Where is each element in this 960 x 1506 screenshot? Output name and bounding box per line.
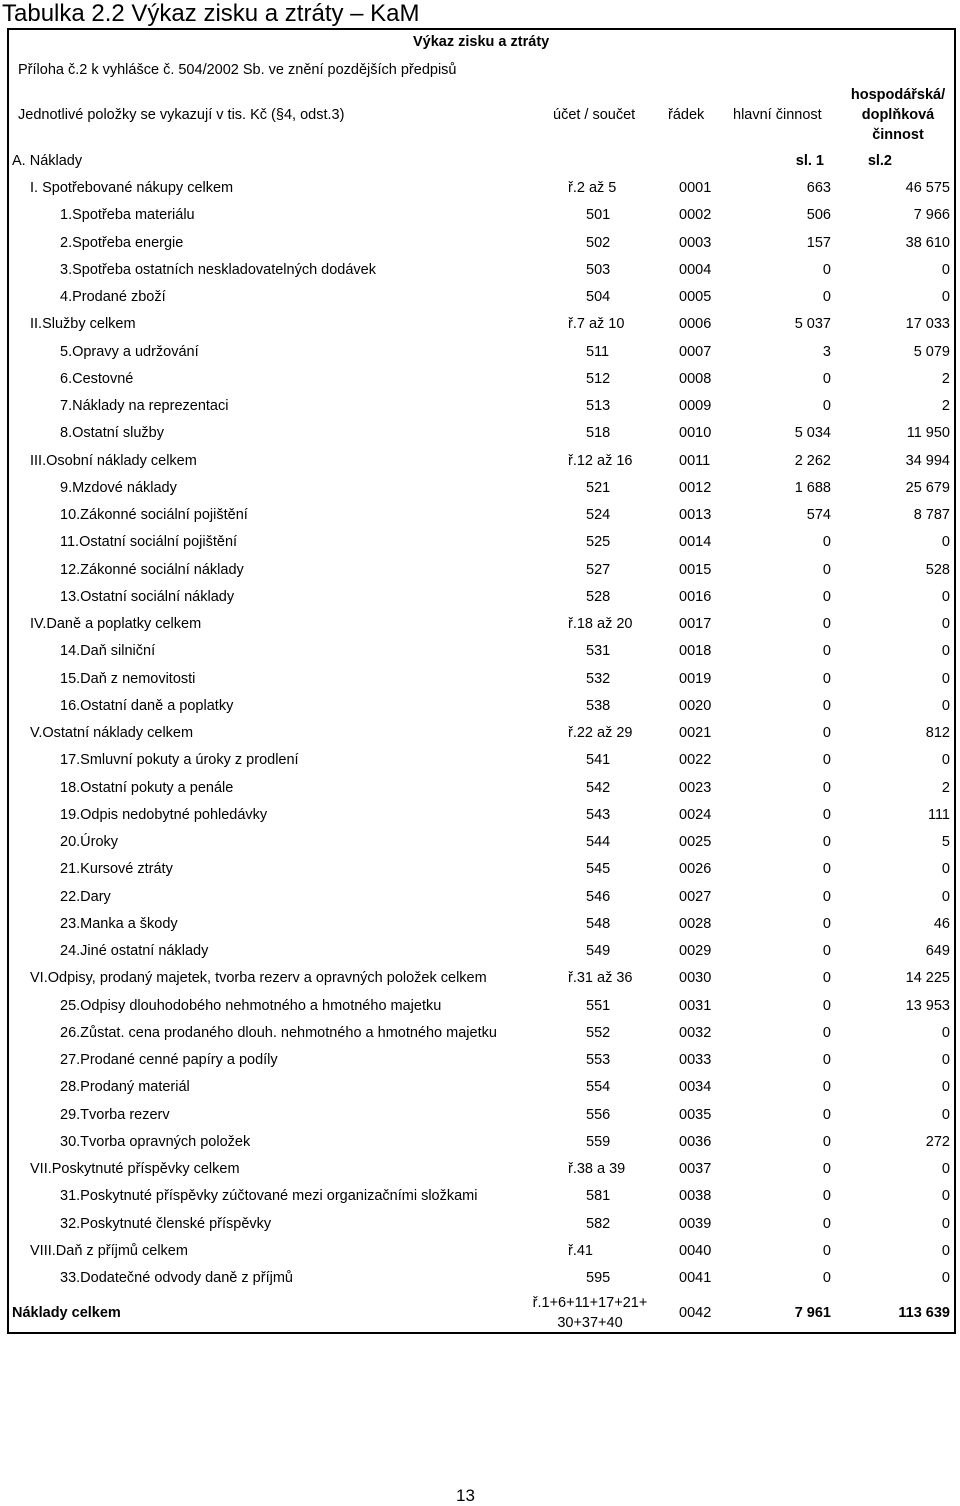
row-secondary-value: 0 [941,1270,950,1286]
row-secondary-value: 0 [941,670,950,687]
row-account: 541 [586,752,611,769]
row-number: 0029 [679,943,712,959]
row-account: 556 [586,1106,611,1123]
row-account: 528 [586,588,611,605]
row-label: 20.Úroky [60,834,119,850]
row-account: 595 [586,1270,611,1286]
row-main-value: 0 [822,1215,831,1232]
row-main-value: 0 [822,997,831,1014]
row-main-value: 0 [822,643,831,660]
row-number: 0013 [679,507,712,523]
row-number: 0034 [679,1079,712,1096]
row-main-value: 0 [822,1188,831,1205]
row-label: 21.Kursové ztráty [60,861,173,878]
row-secondary-value: 2 [941,370,950,387]
row-label: 18.Ostatní pokuty a penále [60,779,234,796]
row-label: 13.Ostatní sociální náklady [60,588,235,605]
section-label: A. Náklady [12,153,83,169]
row-main-value: 663 [806,180,831,196]
row-main-value: 0 [822,289,831,305]
row-secondary-value: 0 [941,1215,950,1232]
total-secondary-value: 113 639 [898,1305,950,1321]
column-label-1: sl. 1 [795,153,824,169]
row-secondary-value: 0 [941,588,950,605]
row-label: II.Služby celkem [30,316,136,333]
row-main-value: 0 [822,1079,831,1096]
column-label-2: sl.2 [867,153,892,169]
row-number: 0020 [679,697,712,714]
row-secondary-value: 0 [941,534,950,551]
row-number: 0017 [679,616,712,632]
row-secondary-value: 0 [941,1052,950,1068]
row-number: 0024 [679,806,712,823]
row-number: 0039 [679,1215,712,1232]
total-account-line-2: 30+37+40 [557,1315,623,1331]
row-secondary-value: 0 [941,752,950,769]
row-account: ř.41 [568,1242,593,1259]
row-label: 15.Daň z nemovitosti [60,670,196,687]
row-secondary-value: 812 [925,725,950,741]
row-number: 0002 [679,207,712,224]
row-label: 32.Poskytnuté členské příspěvky [60,1215,272,1232]
row-account: 542 [586,779,611,796]
row-number: 0004 [679,261,712,278]
row-main-value: 2 262 [794,452,831,469]
row-account: 513 [586,398,611,414]
row-number: 0026 [679,861,712,878]
row-label: I. Spotřebované nákupy celkem [30,180,234,196]
row-main-value: 0 [822,779,831,796]
row-main-value: 574 [806,507,831,523]
row-number: 0021 [679,725,712,741]
row-label: 28.Prodaný materiál [60,1079,190,1096]
row-label: 8.Ostatní služby [60,425,164,442]
row-number: 0037 [679,1161,712,1177]
row-secondary-value: 0 [941,1242,950,1259]
row-secondary-value: 7 966 [913,207,950,224]
row-secondary-value: 38 610 [905,234,950,251]
row-label: 4.Prodané zboží [60,289,166,305]
row-account: 538 [586,697,611,714]
row-label: 11.Ostatní sociální pojištění [60,534,238,551]
row-number: 0008 [679,370,712,387]
row-label: 9.Mzdové náklady [60,479,177,496]
row-label: IV.Daně a poplatky celkem [30,616,202,632]
row-secondary-value: 0 [941,1161,950,1177]
row-number: 0010 [679,425,712,442]
row-account: 582 [586,1215,611,1232]
row-label: 19.Odpis nedobytné pohledávky [60,806,268,823]
row-account: 559 [586,1133,611,1150]
decree-line: Příloha č.2 k vyhlášce č. 504/2002 Sb. ve znění pozdějších předpisů [18,62,457,78]
row-label: 6.Cestovné [60,370,134,387]
row-account: 502 [586,234,611,251]
row-number: 0015 [679,561,712,578]
row-label: 17.Smluvní pokuty a úroky z prodlení [60,752,299,769]
row-number: 0016 [679,588,712,605]
row-account: 503 [586,261,611,278]
row-account: 548 [586,915,611,932]
row-secondary-value: 2 [941,398,950,414]
row-number: 0009 [679,398,712,414]
page-title: Tabulka 2.2 Výkaz zisku a ztráty – KaM [2,0,420,27]
row-label: VII.Poskytnuté příspěvky celkem [30,1161,240,1177]
row-number: 0005 [679,289,712,305]
column-header-account: účet / součet [553,107,636,123]
row-label: 14.Daň silniční [60,643,156,660]
row-secondary-value: 0 [941,1106,950,1123]
row-secondary-value: 25 679 [905,479,950,496]
row-secondary-value: 0 [941,1188,950,1205]
row-number: 0025 [679,834,712,850]
row-main-value: 0 [822,1052,831,1068]
row-number: 0001 [679,180,712,196]
row-secondary-value: 272 [925,1133,950,1150]
row-secondary-value: 2 [941,779,950,796]
column-header-row: řádek [668,107,705,123]
row-account: 546 [586,888,611,905]
row-number: 0032 [679,1024,712,1041]
row-secondary-value: 528 [925,561,950,578]
row-label: 3.Spotřeba ostatních neskladovatelných dodávek [60,261,376,278]
row-label: 33.Dodatečné odvody daně z příjmů [60,1270,293,1286]
column-header-main: hlavní činnost [733,107,822,123]
row-secondary-value: 14 225 [905,970,950,987]
row-main-value: 5 034 [794,425,831,442]
row-account: 501 [586,207,611,224]
row-main-value: 0 [822,1161,831,1177]
row-number: 0040 [679,1242,712,1259]
row-account: 545 [586,861,611,878]
row-number: 0027 [679,888,712,905]
row-account: 552 [586,1024,611,1041]
row-number: 0022 [679,752,712,769]
row-main-value: 0 [822,1106,831,1123]
row-number: 0036 [679,1133,712,1150]
row-main-value: 0 [822,670,831,687]
column-header-secondary-3: činnost [872,127,924,143]
row-account: 524 [586,507,611,523]
row-account: 553 [586,1052,611,1068]
row-main-value: 0 [822,861,831,878]
row-label: VI.Odpisy, prodaný majetek, tvorba rezerv a opravných položek celkem [30,970,487,987]
row-main-value: 0 [822,398,831,414]
row-secondary-value: 0 [941,289,950,305]
total-label: Náklady celkem [12,1305,121,1321]
row-main-value: 0 [822,834,831,850]
row-account: 543 [586,806,611,823]
column-header-secondary-2: doplňková [861,107,935,123]
row-label: 26.Zůstat. cena prodaného dlouh. nehmotného a hmotného majetku [60,1024,497,1041]
row-secondary-value: 8 787 [913,507,950,523]
row-label: 16.Ostatní daně a poplatky [60,697,234,714]
row-secondary-value: 0 [941,861,950,878]
row-secondary-value: 0 [941,888,950,905]
row-main-value: 0 [822,370,831,387]
row-secondary-value: 111 [927,806,950,823]
total-row-number: 0042 [679,1305,712,1321]
row-secondary-value: 17 033 [905,316,950,333]
row-main-value: 506 [806,207,831,224]
row-secondary-value: 649 [925,943,950,959]
row-number: 0003 [679,234,712,251]
total-account-line-1: ř.1+6+11+17+21+ [532,1295,648,1311]
row-number: 0018 [679,643,712,660]
row-label: 29.Tvorba rezerv [60,1106,170,1123]
row-main-value: 0 [822,970,831,987]
row-label: III.Osobní náklady celkem [30,452,197,469]
row-secondary-value: 5 079 [913,343,950,360]
row-number: 0014 [679,534,712,551]
row-label: 25.Odpisy dlouhodobého nehmotného a hmotného majetku [60,997,442,1014]
row-main-value: 0 [822,1133,831,1150]
row-account: 554 [586,1079,611,1096]
row-account: 525 [586,534,611,551]
page-number: 13 [456,1486,475,1505]
row-main-value: 0 [822,943,831,959]
row-label: VIII.Daň z příjmů celkem [30,1242,188,1259]
row-main-value: 0 [822,806,831,823]
row-number: 0035 [679,1106,712,1123]
row-number: 0006 [679,316,712,333]
row-secondary-value: 5 [941,834,950,850]
row-label: 23.Manka a škody [60,915,178,932]
row-number: 0031 [679,997,712,1014]
row-main-value: 0 [822,697,831,714]
row-label: 12.Zákonné sociální náklady [60,561,244,578]
row-number: 0041 [679,1270,712,1286]
row-label: 24.Jiné ostatní náklady [60,943,209,959]
row-secondary-value: 0 [941,1079,950,1096]
row-main-value: 157 [806,234,831,251]
row-main-value: 0 [822,752,831,769]
row-account: 551 [586,997,611,1014]
row-secondary-value: 0 [941,1024,950,1041]
row-secondary-value: 34 994 [905,452,950,469]
row-account: ř.31 až 36 [568,970,633,987]
row-account: 511 [586,343,610,360]
row-account: 549 [586,943,611,959]
row-account: 532 [586,670,611,687]
row-secondary-value: 0 [941,697,950,714]
row-label: 27.Prodané cenné papíry a podíly [60,1052,278,1068]
row-number: 0033 [679,1052,712,1068]
row-account: ř.12 až 16 [568,452,633,469]
total-main-value: 7 961 [794,1305,831,1321]
row-secondary-value: 11 950 [906,425,950,442]
row-account: 581 [586,1188,611,1205]
row-number: 0019 [679,670,712,687]
row-secondary-value: 13 953 [905,997,950,1014]
row-account: 521 [586,479,611,496]
row-label: 5.Opravy a udržování [60,343,199,360]
row-account: ř.22 až 29 [568,725,633,741]
units-line: Jednotlivé položky se vykazují v tis. Kč (§4, odst.3) [18,107,345,123]
row-main-value: 0 [822,725,831,741]
row-account: ř.18 až 20 [568,616,633,632]
row-account: 527 [586,561,611,578]
row-secondary-value: 46 575 [905,180,950,196]
row-label: 22.Dary [60,888,111,905]
row-main-value: 5 037 [794,316,831,333]
row-secondary-value: 0 [941,616,950,632]
row-number: 0011 [679,452,711,469]
row-main-value: 0 [822,261,831,278]
row-number: 0007 [679,343,712,360]
row-label: 7.Náklady na reprezentaci [60,398,229,414]
row-main-value: 0 [822,1024,831,1041]
row-account: 518 [586,425,611,442]
row-number: 0038 [679,1188,712,1205]
row-label: 2.Spotřeba energie [60,234,184,251]
row-main-value: 0 [822,1242,831,1259]
row-number: 0030 [679,970,712,987]
row-main-value: 0 [822,561,831,578]
row-main-value: 0 [822,588,831,605]
row-main-value: 0 [822,616,831,632]
row-secondary-value: 0 [941,261,950,278]
form-title: Výkaz zisku a ztráty [413,34,550,50]
row-main-value: 1 688 [794,479,831,496]
row-number: 0012 [679,479,712,496]
row-account: ř.7 až 10 [568,316,625,333]
row-main-value: 0 [822,915,831,932]
row-main-value: 3 [822,343,831,360]
column-header-secondary-1: hospodářská/ [850,87,946,103]
row-number: 0028 [679,915,712,932]
row-account: 531 [586,643,611,660]
row-secondary-value: 0 [941,643,950,660]
row-label: 10.Zákonné sociální pojištění [60,507,248,523]
row-label: 31.Poskytnuté příspěvky zúčtované mezi organizačními složkami [60,1188,478,1205]
row-main-value: 0 [822,534,831,551]
row-label: V.Ostatní náklady celkem [30,725,194,741]
row-main-value: 0 [822,888,831,905]
row-label: 30.Tvorba opravných položek [60,1133,251,1150]
row-secondary-value: 46 [933,915,950,932]
row-label: 1.Spotřeba materiálu [60,207,195,224]
row-account: 512 [586,370,611,387]
row-number: 0023 [679,779,712,796]
row-main-value: 0 [822,1270,831,1286]
row-account: ř.2 až 5 [568,180,617,196]
row-account: ř.38 a 39 [568,1161,626,1177]
row-account: 544 [586,834,611,850]
row-account: 504 [586,289,611,305]
